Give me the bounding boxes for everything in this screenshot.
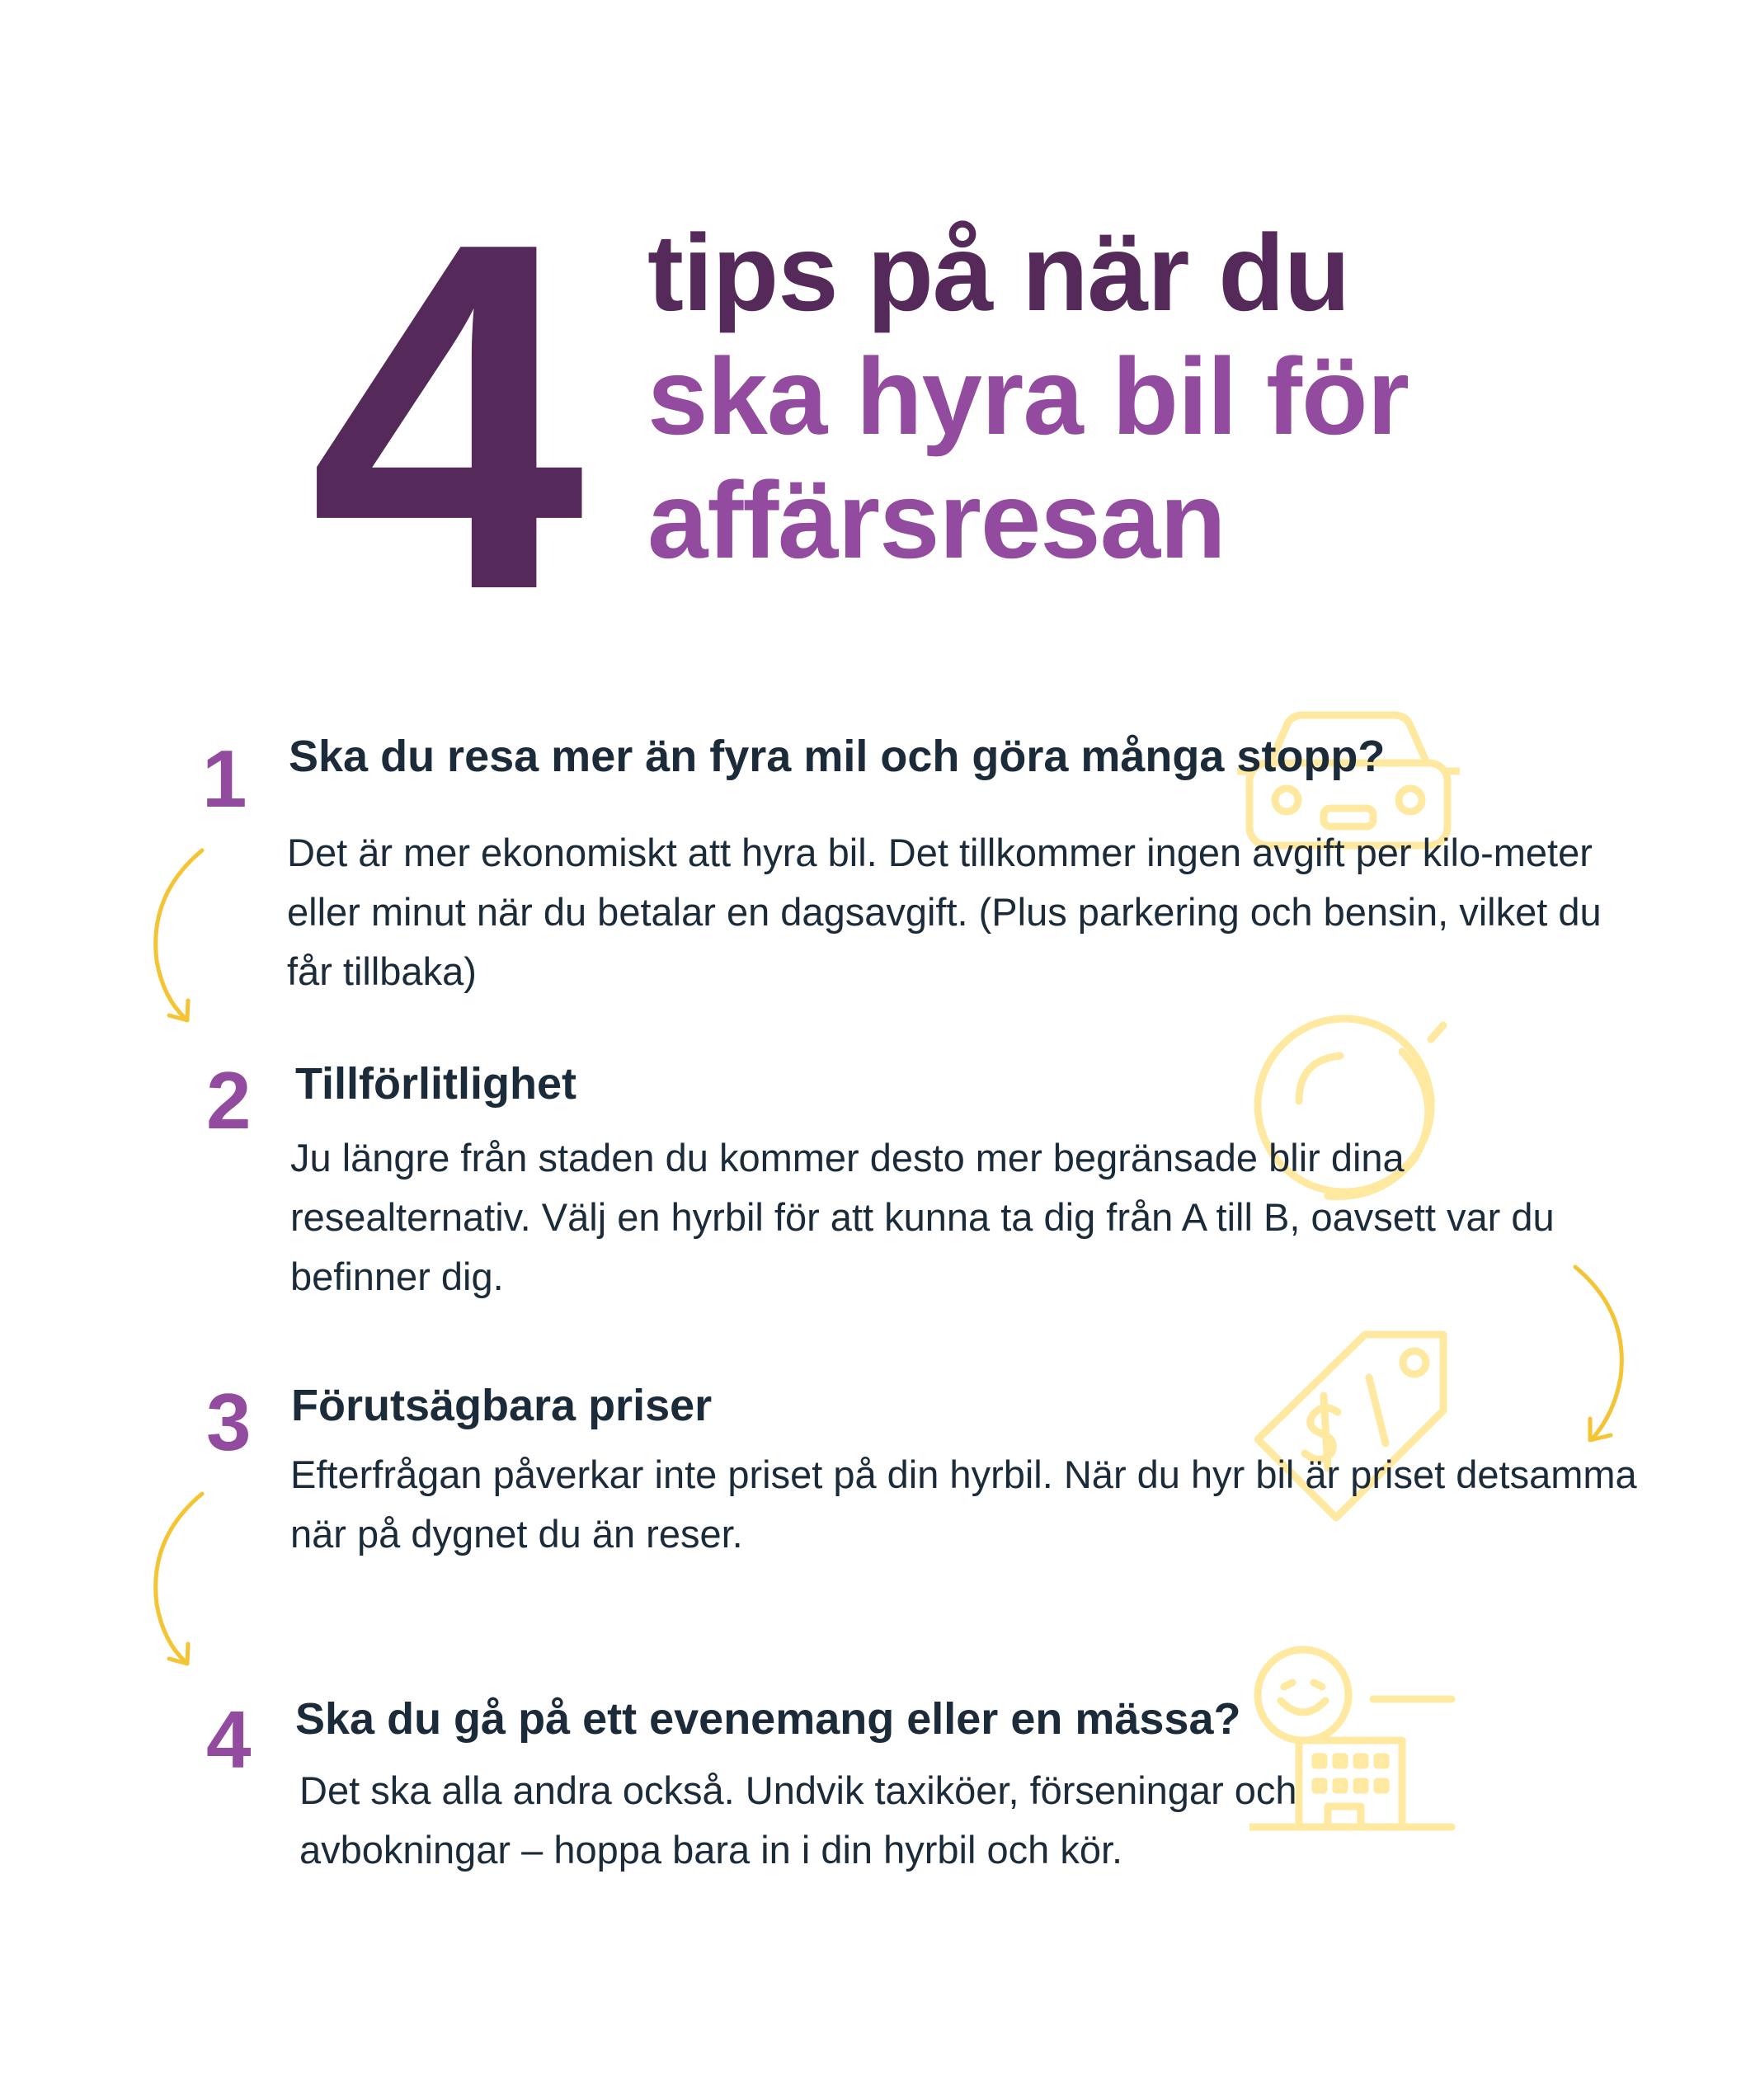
tip-number-3: 3 — [206, 1377, 252, 1467]
tip-body-4: Det ska alla andra också. Undvik taxiköer, förseningar och avbokningar – hoppa bara in i din hyrbil och kör. — [299, 1768, 1297, 1872]
arrow-1-to-2 — [140, 845, 214, 1027]
big-number-four: 4 — [309, 140, 576, 693]
tip-heading-1: Ska du resa mer än fyra mil och göra många stopp? — [289, 732, 1386, 781]
tip-number-4: 4 — [206, 1694, 252, 1785]
tip-heading-2: Tillförlitlighet — [295, 1059, 576, 1109]
tip-heading-3: Förutsägbara priser — [291, 1381, 713, 1430]
tip-body-2: Ju längre från staden du kommer desto mer begränsade blir dina resealternativ. Välj en hyrbil för att kunna ta dig från A till B, oavsett var du befinner dig. — [290, 1136, 1555, 1298]
tip-body-1: Det är mer ekonomiskt att hyra bil. Det tillkommer ingen avgift per kilo-meter eller minut när du betalar en dagsavgift. (Plus parkering och bensin, vilket du får tillbaka) — [287, 831, 1602, 993]
tip-number-1: 1 — [202, 733, 247, 824]
page-title-line-3: affärsresan — [647, 459, 1226, 581]
tip-body-3: Efterfrågan påverkar inte priset på din hyrbil. När du hyr bil är priset detsamma när på dygnet du än reser. — [290, 1453, 1637, 1556]
page-title-line-1: tips på när du — [647, 212, 1350, 333]
tip-heading-4: Ska du gå på ett evenemang eller en mässa? — [295, 1694, 1241, 1744]
arrow-3-to-4 — [140, 1489, 214, 1670]
tip-number-2: 2 — [206, 1055, 252, 1146]
page-title-line-2: ska hyra bil för — [647, 336, 1409, 457]
